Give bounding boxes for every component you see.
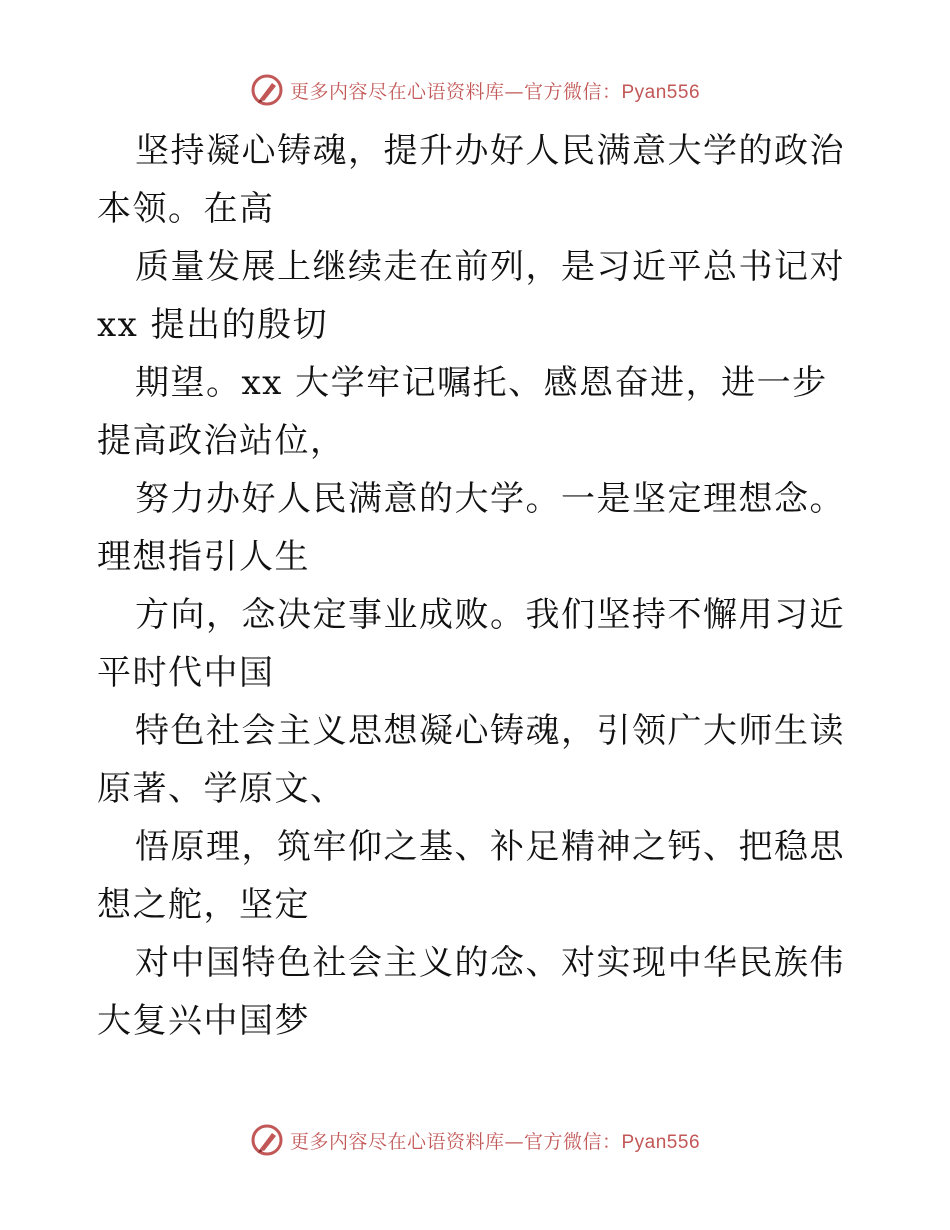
paragraph-2: 质量发展上继续走在前列，是习近平总书记对 xx 提出的殷切 [97,247,845,345]
header-wechat-id: Pyan556 [621,81,701,103]
header-banner-label: 更多内容尽在心语资料库—官方微信： [289,80,622,103]
footer-banner-text [290,1127,700,1154]
paragraph-7: 悟原理，筑牢仰之基、补足精神之钙、把稳思想之舵，坚定 [97,827,845,925]
paragraph-3: 期望。xx 大学牢记嘱托、感恩奋进，进一步提高政治站位， [97,363,828,461]
footer-banner [0,1120,950,1160]
header-banner [0,70,950,110]
paragraph-4: 努力办好人民满意的大学。一是坚定理想念。理想指引人生 [97,479,845,577]
paragraph-8: 对中国特色社会主义的念、对实现中华民族伟大复兴中国梦 [97,943,845,1041]
footer-banner-label: 更多内容尽在心语资料库—官方微信： [289,1130,622,1153]
pen-logo-icon [250,1123,284,1157]
header-banner-text [290,77,700,104]
paragraph-5: 方向，念决定事业成败。我们坚持不懈用习近平时代中国 [97,595,845,693]
pen-logo-icon [250,73,284,107]
footer-wechat-id: Pyan556 [621,1131,701,1153]
paragraph-6: 特色社会主义思想凝心铸魂，引领广大师生读原著、学原文、 [97,711,845,809]
document-body [97,122,857,1050]
paragraph-1: 坚持凝心铸魂，提升办好人民满意大学的政治本领。在高 [97,131,845,229]
